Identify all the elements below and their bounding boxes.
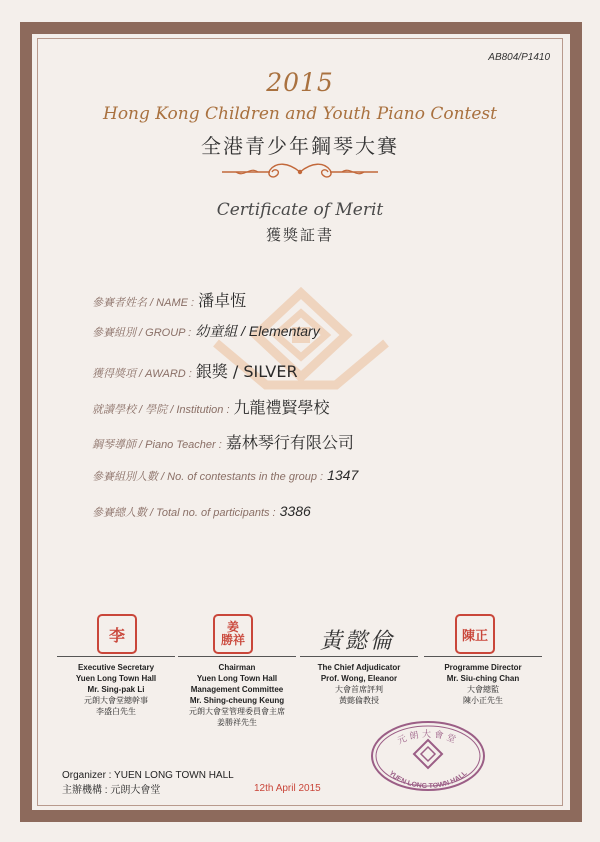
field-label: 參賽組別人數 / No. of contestants in the group : xyxy=(92,471,324,483)
signature-line xyxy=(57,656,175,657)
field-group-contestants xyxy=(92,467,358,485)
group-value: 幼童組 / Elementary xyxy=(195,323,320,339)
certificate-code: AB804/P1410 xyxy=(488,52,550,63)
svg-text:YUEN LONG TOWN HALL xyxy=(387,770,469,790)
town-hall-stamp-icon xyxy=(368,718,488,792)
field-label: 參賽者姓名 / NAME : xyxy=(92,297,195,309)
field-award xyxy=(92,359,298,382)
organizer-zh: 主辦機構 : 元朗大會堂 xyxy=(62,785,161,796)
teacher-value: 嘉林琴行有限公司 xyxy=(225,433,354,452)
contestant-name: 潘卓恆 xyxy=(198,291,247,310)
field-institution xyxy=(92,395,330,418)
total-participants-value: 3386 xyxy=(279,503,311,519)
certificate-title-zh: 獲獎証書 xyxy=(265,226,334,244)
adjudicator-signature: 黃懿倫 xyxy=(320,629,396,654)
field-name xyxy=(92,288,246,311)
field-teacher xyxy=(92,430,354,453)
contest-year: 2015 xyxy=(266,68,334,97)
field-label: 參賽組別 / GROUP : xyxy=(92,327,192,339)
signature-line xyxy=(300,656,418,657)
field-label: 獲得獎項 / AWARD : xyxy=(92,368,192,380)
award-value: 銀獎 / SILVER xyxy=(195,362,298,381)
certificate-title-en: Certificate of Merit xyxy=(216,200,384,220)
contest-title-zh: 全港青少年鋼琴大賽 xyxy=(201,134,399,158)
field-label: 就讀學校 / 學院 / Institution : xyxy=(92,404,230,416)
signature-line xyxy=(178,656,296,657)
field-group xyxy=(92,321,320,341)
signatory-adjudicator: The Chief Adjudicator Prof. Wong, Eleanor 大會首席評判 黃懿倫教授 xyxy=(317,663,401,705)
issue-date: 12th April 2015 xyxy=(254,783,321,794)
organizer-en: Organizer : YUEN LONG TOWN HALL xyxy=(62,770,234,781)
chairman-seal: 姜 勝祥 xyxy=(213,614,253,654)
signatory-secretary: Executive Secretary Yuen Long Town Hall Mr. Sing-pak Li 元朗大會堂總幹事 李盛白先生 xyxy=(75,663,157,716)
field-total-participants xyxy=(92,503,311,521)
scroll-ornament-icon xyxy=(218,158,382,186)
field-label: 鋼琴導師 / Piano Teacher : xyxy=(92,439,222,451)
director-seal: 陳正 xyxy=(455,614,495,654)
group-contestants-value: 1347 xyxy=(327,467,359,483)
signatory-director: Programme Director Mr. Siu-ching Chan 大會總監 陳小正先生 xyxy=(444,663,522,705)
signatory-chairman: Chairman Yuen Long Town Hall Management Committee Mr. Shing-cheung Keung 元朗大會堂管理委員會主席 姜勝祥先生 xyxy=(189,663,285,727)
institution-value: 九龍禮賢學校 xyxy=(233,398,330,417)
signature-line xyxy=(424,656,542,657)
organizer-block xyxy=(62,768,234,798)
stamp-bottom-text: YUEN LONG TOWN HALL xyxy=(387,770,469,791)
stamp-top-text: 元朗大會堂 xyxy=(396,729,460,747)
contest-title-en: Hong Kong Children and Youth Piano Contest xyxy=(103,104,497,124)
secretary-seal: 李 xyxy=(97,614,137,654)
field-label: 參賽總人數 / Total no. of participants : xyxy=(92,507,276,519)
svg-text:元朗大會堂 xyxy=(396,728,461,747)
